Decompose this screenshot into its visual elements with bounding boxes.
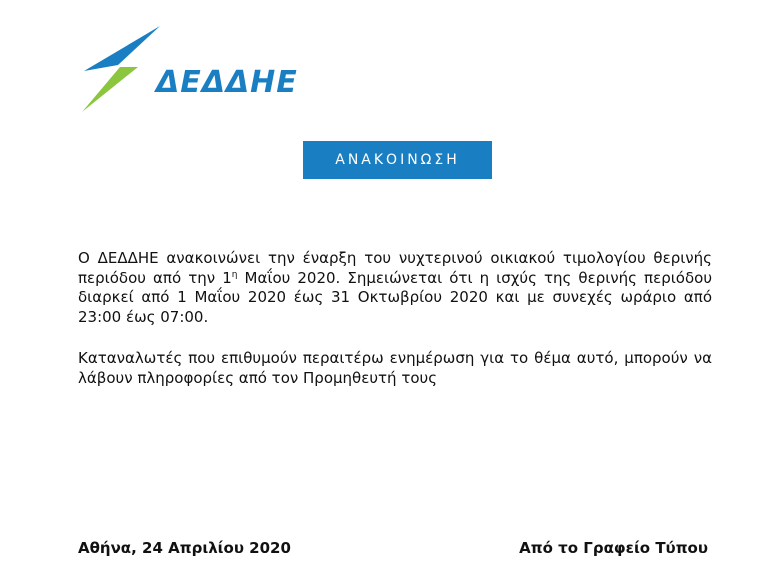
announcement-banner (303, 141, 492, 179)
lightning-icon (80, 26, 160, 112)
ordinal-superscript: η (231, 269, 238, 280)
footer-source: Από το Γραφείο Τύπου (519, 539, 708, 557)
logo-wordmark: ΔΕΔΔΗΕ (156, 65, 298, 100)
paragraph-text: Μαΐου 2020. Σημειώνεται ότι η ισχύς της θερινής περιόδου διαρκεί από 1 Μαΐου 2020 έως 31 Οκτωβρίου 2020 και με συνεχές ωράριο από 23:00 έως 07:00. (78, 268, 713, 326)
paragraph-text: Ο ΔΕΔΔΗΕ ανακοινώνει την έναρξη του νυχτερινού οικιακού τιμολογίου θερινής περιόδου από την 1 (78, 249, 712, 287)
announcement-label: ΑΝΑΚΟΙΝΩΣΗ (335, 152, 460, 168)
paragraph-consumers: Καταναλωτές που επιθυμούν περαιτέρω ενημέρωση για το θέμα αυτό, μπορούν να λάβουν πληροφορίες από τον Προμηθευτή τους (78, 349, 712, 387)
footer-date: Αθήνα, 24 Απριλίου 2020 (78, 539, 291, 557)
company-logo (80, 26, 300, 112)
paragraph-summer-tariff (78, 249, 712, 327)
